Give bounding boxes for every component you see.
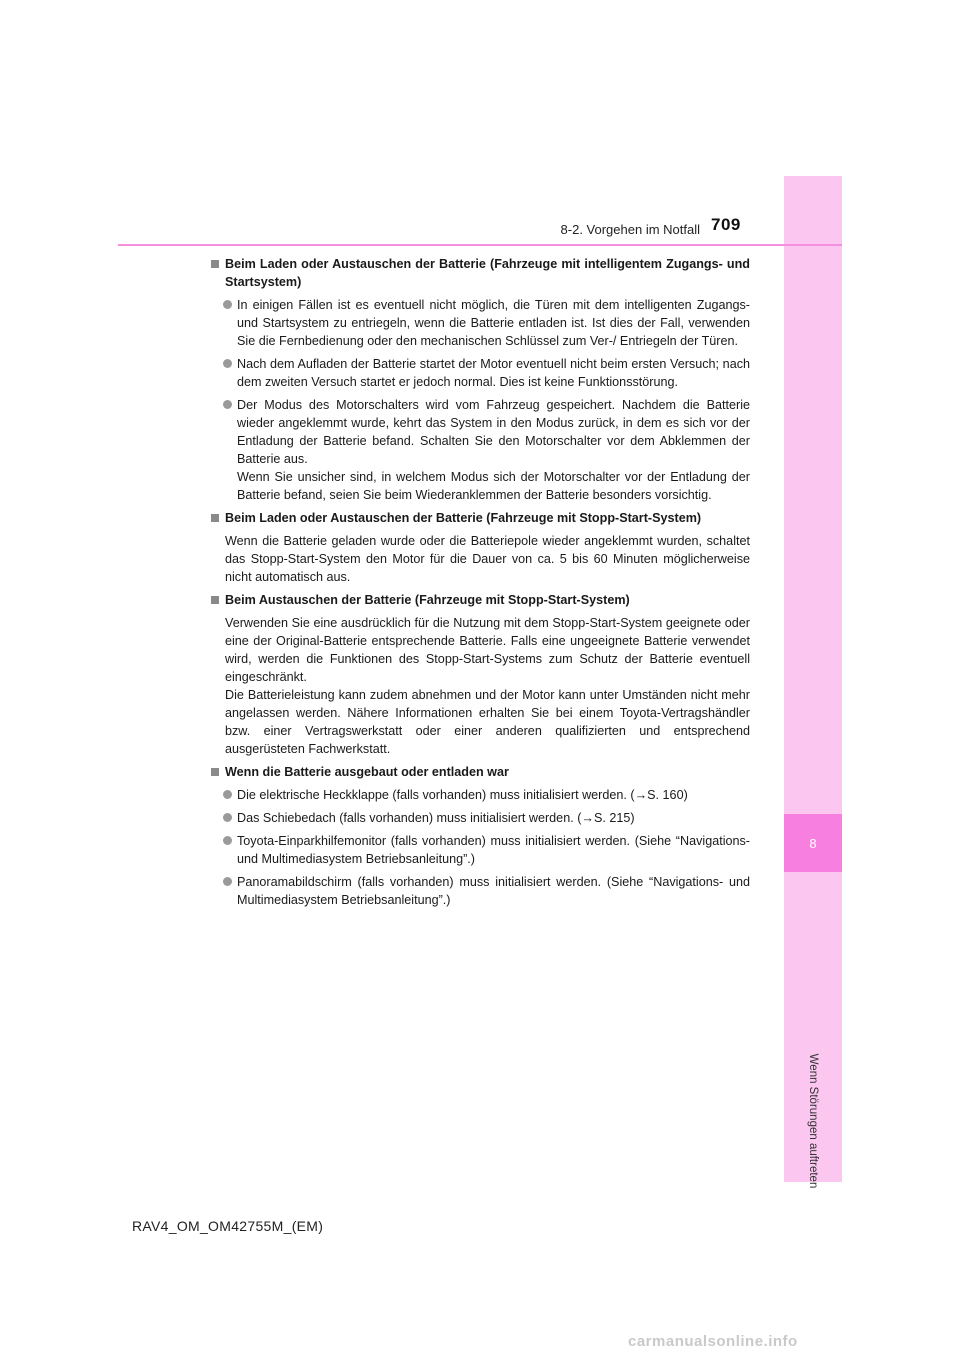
- chapter-title: Wenn Störungen auftreten: [807, 1053, 819, 1189]
- section-heading: [211, 591, 750, 609]
- section-charging-stop-start: [211, 509, 750, 586]
- section-heading: [211, 255, 750, 291]
- list-item-text: Toyota-Einparkhilfemonitor (falls vorhanden) muss initialisiert werden. (Siehe “Navigations- und Multimediasystem Betriebsanleitung”.): [237, 834, 750, 866]
- section-paragraph: Verwenden Sie eine ausdrücklich für die Nutzung mit dem Stopp-Start-System geeignete oder eine der Original-Batterie entsprechende Batterie. Falls eine ungeeignete Batterie verwendet wird, werden die Funktionen des Stopp-Start-Systems zum Schutz der Batterie eventuell eingeschränkt. Die Batterieleistung kann zudem abnehmen und der Motor kann unter Umständen nicht mehr angelassen werden. Nähere Informationen erhalten Sie bei einem Toyota-Vertragshändler bzw. einer Vertragswerkstatt oder einer anderen qualifizierten und entsprechend ausgerüsteten Fachwerkstatt.: [225, 616, 750, 756]
- square-bullet-icon: [211, 596, 219, 604]
- header-divider: [118, 244, 842, 246]
- square-bullet-icon: [211, 260, 219, 268]
- circle-bullet-icon: [223, 836, 232, 845]
- section-battery-removed: [211, 763, 750, 909]
- circle-bullet-icon: [223, 359, 232, 368]
- section-paragraph: Wenn die Batterie geladen wurde oder die Batteriepole wieder angeklemmt wurden, schaltet das Stopp-Start-System den Motor für die Dauer von ca. 5 bis 60 Minuten möglicherweise nicht automatisch aus.: [225, 534, 750, 584]
- list-item-text: Panoramabildschirm (falls vorhanden) muss initialisiert werden. (Siehe “Navigations- und Multimediasystem Betriebsanleitung”.): [237, 875, 750, 907]
- document-code: RAV4_OM_OM42755M_(EM): [132, 1218, 324, 1234]
- chapter-number: 8: [809, 835, 817, 851]
- watermark: carmanualsonline.info: [628, 1333, 798, 1350]
- list-item-text: Das Schiebedach (falls vorhanden) muss initialisiert werden. (→S. 215): [237, 811, 635, 825]
- circle-bullet-icon: [223, 400, 232, 409]
- list-item: [223, 809, 750, 827]
- section-heading: [211, 509, 750, 527]
- list-item: [223, 832, 750, 868]
- section-heading-text: Beim Laden oder Austauschen der Batterie (Fahrzeuge mit Stopp-Start-System): [225, 511, 702, 525]
- list-item-text: Die elektrische Heckklappe (falls vorhanden) muss initialisiert werden. (→S. 160): [237, 788, 688, 802]
- list-item: [223, 786, 750, 804]
- page-content: [211, 255, 750, 914]
- circle-bullet-icon: [223, 813, 232, 822]
- list-item: [223, 355, 750, 391]
- circle-bullet-icon: [223, 790, 232, 799]
- chapter-side-tab: [784, 176, 842, 1189]
- list-item-text: Der Modus des Motorschalters wird vom Fahrzeug gespeichert. Nachdem die Batterie wieder angeklemmt wurde, kehrt das System in den Modus zurück, in dem es sich vor der Entladung der Batterie befand. Schalten Sie den Motorschalter vor dem Abklemmen der Batterie aus. Wenn Sie unsicher sind, in welchem Modus sich der Motorschalter vor der Entladung der Batterie befand, seien Sie beim Wiederanklemmen der Batterie besonders vorsichtig.: [237, 398, 750, 502]
- section-heading-text: Beim Laden oder Austauschen der Batterie (Fahrzeuge mit intelligentem Zugangs- und Startsystem): [225, 257, 750, 289]
- list-item: [223, 296, 750, 350]
- section-charging-smart-key: [211, 255, 750, 504]
- section-heading-text: Beim Austauschen der Batterie (Fahrzeuge mit Stopp-Start-System): [225, 593, 630, 607]
- square-bullet-icon: [211, 514, 219, 522]
- page-number: 709: [711, 215, 741, 234]
- section-replacing-stop-start: [211, 591, 750, 758]
- list-item: [223, 873, 750, 909]
- square-bullet-icon: [211, 768, 219, 776]
- circle-bullet-icon: [223, 877, 232, 886]
- chapter-number-box: [784, 814, 842, 872]
- list-item: [223, 396, 750, 504]
- circle-bullet-icon: [223, 300, 232, 309]
- section-heading: [211, 763, 750, 781]
- list-item-text: Nach dem Aufladen der Batterie startet der Motor eventuell nicht beim ersten Versuch; nach dem zweiten Versuch startet er jedoch normal. Dies ist keine Funktionsstörung.: [237, 357, 750, 389]
- list-item-text: In einigen Fällen ist es eventuell nicht möglich, die Türen mit dem intelligenten Zugangs- und Startsystem zu entriegeln, wenn die Batterie entladen ist. Ist dies der Fall, verwenden Sie die Fernbedienung oder den mechanischen Schlüssel zum Ver-/ Entriegeln der Türen.: [237, 298, 750, 348]
- section-heading-text: Wenn die Batterie ausgebaut oder entladen war: [225, 765, 509, 779]
- header-section-title: 8-2. Vorgehen im Notfall: [560, 222, 700, 237]
